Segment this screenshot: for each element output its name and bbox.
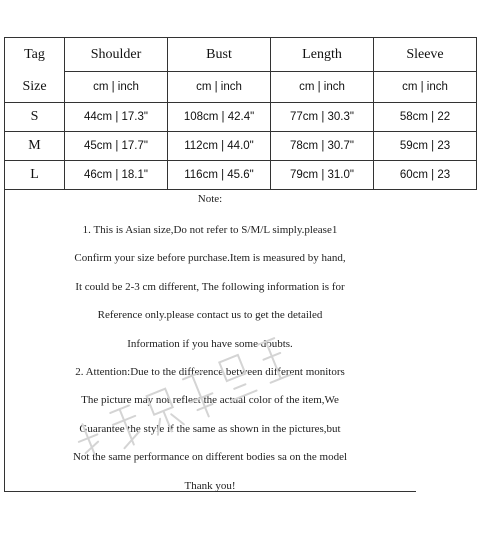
length-value: 79cm | 31.0" <box>271 161 374 190</box>
table-row <box>5 103 477 132</box>
unit-cell: cm | inch <box>65 72 168 103</box>
unit-cell: cm | inch <box>374 72 477 103</box>
size-cell: M <box>5 132 65 161</box>
size-cell: L <box>5 161 65 190</box>
note-line: Information if you have some doubts. <box>127 337 293 350</box>
shoulder-value: 45cm | 17.7" <box>65 132 168 161</box>
size-cell: S <box>5 103 65 132</box>
shoulder-value: 44cm | 17.3" <box>65 103 168 132</box>
note-line: Thank you! <box>184 479 236 492</box>
tag-header-cell: Tag <box>5 38 65 72</box>
note-line: 2. Attention:Due to the difference between different monitors <box>75 365 345 378</box>
table-row <box>5 132 477 161</box>
sleeve-value: 58cm | 22 <box>374 103 477 132</box>
note-line: 1. This is Asian size,Do not refer to S/M/L simply.please1 <box>82 224 338 236</box>
bust-value: 112cm | 44.0" <box>168 132 271 161</box>
length-value: 78cm | 30.7" <box>271 132 374 161</box>
table-row <box>5 161 477 190</box>
size-table-clip <box>0 0 451 190</box>
notes-title: Note: <box>197 193 223 205</box>
unit-cell: cm | inch <box>168 72 271 103</box>
sleeve-value: 60cm | 23 <box>374 161 477 190</box>
note-line: Guarantee the style if the same as shown in the pictures,but <box>79 422 341 435</box>
size-table <box>4 37 477 190</box>
note-line: The picture may not reflect the actual color of the item,We <box>81 394 339 407</box>
sleeve-header: Sleeve <box>374 38 477 72</box>
note-line: Reference only.please contact us to get the detailed <box>97 309 323 322</box>
note-line: Confirm your size before purchase.Item is measured by hand, <box>74 252 346 265</box>
unit-cell: cm | inch <box>271 72 374 103</box>
notes-section <box>4 188 416 500</box>
size-header-cell: Size <box>5 72 65 103</box>
length-header: Length <box>271 38 374 72</box>
note-line: It could be 2-3 cm different, The following information is for <box>75 280 345 293</box>
note-line: Not the same performance on different bodies sa on the model <box>72 451 348 464</box>
shoulder-header: Shoulder <box>65 38 168 72</box>
bust-header: Bust <box>168 38 271 72</box>
shoulder-value: 46cm | 18.1" <box>65 161 168 190</box>
bust-value: 108cm | 42.4" <box>168 103 271 132</box>
sleeve-value: 59cm | 23 <box>374 132 477 161</box>
bust-value: 116cm | 45.6" <box>168 161 271 190</box>
length-value: 77cm | 30.3" <box>271 103 374 132</box>
